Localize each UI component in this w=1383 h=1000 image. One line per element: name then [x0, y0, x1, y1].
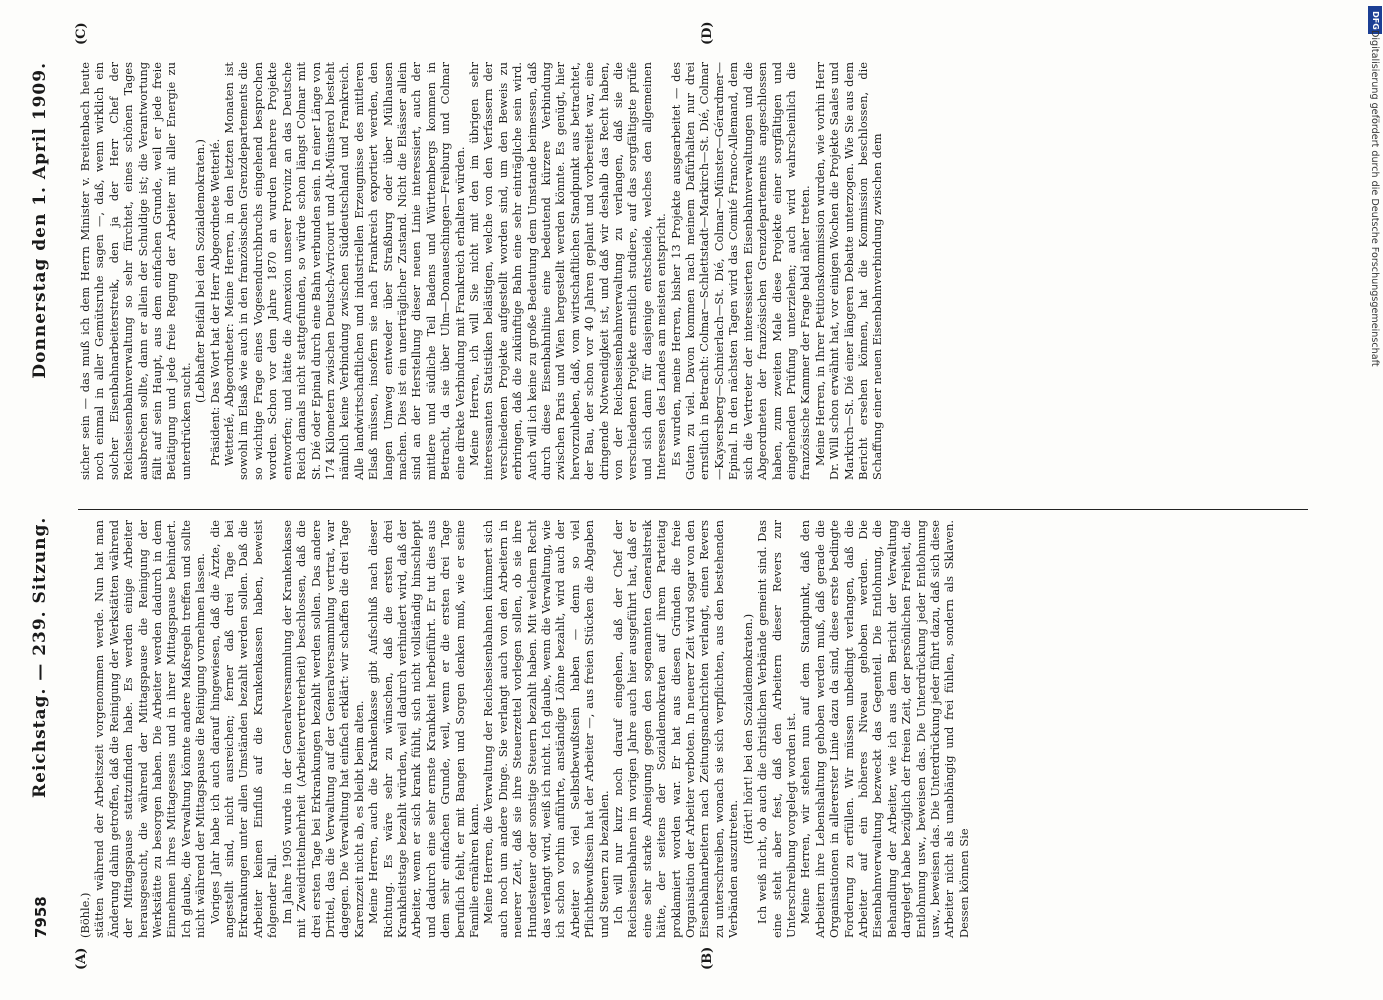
running-title: Reichstag. — 239. Sitzung. — [30, 516, 50, 798]
paragraph: Meine Herren, wir stehen nun auf dem Standpunkt, daß den Arbeitern ihre Lebenshaltung gehoben werden muß, daß gerade die Organisationen in allererster Linie dazu da sind, diese erste bedingte Forderung zu erfüllen. Wir müssen unbedingt verlangen, daß die Arbeiter auf ein höheres Niveau gehoben werden. Die Eisenbahnverwaltung bezweckt das Gegenteil. Die Entlohnung, die Behandlung der Arbeiter, wie ich aus dem Bericht der Verwaltung dargelegt habe bezüglich der freien Zeit, der persönlichen Freiheit, die Entlohnung usw., beweisen das. Die Unterdrückung jeder Entlohnung usw., beweisen das. Die Unterdrückung jeder führt dazu, daß sich diese Arbeiter nicht als unabhängig und frei fühlen, sondern als Sklaven. Dessen können Sie — [798, 520, 971, 938]
speaker-paragraph: Präsident: Das Wort hat der Herr Abgeordnete Wetterlé. — [207, 138, 222, 466]
page-header — [28, 62, 58, 938]
paragraph: Es wurden, meine Herren, bisher 13 Projekte ausgearbeitet — des Guten zu viel. Davon kommen nach meinem Dafürhalten nur drei ernstlich in Betracht: Colmar—Schlettstadt—Markirch—St. Dié, Colmar—Kaysersberg—Schnierlach—St. Dié, Colmar—Münster—Gérardmer—Epinal. In den nächsten Tagen wird das Comité Franco-Allemand, dem sich die Vertreter der interessierten Eisenbahnverwaltungen und die Abgeordneten der französischen Grenzdepartements angeschlossen haben, zum zweiten Male diese Projekte einer sorgfältigen und eingehenden Prüfung unterziehen; auch wird wahrscheinlich die französische Kammer der Frage bald näher treten. — [668, 62, 813, 480]
speaker-paragraph: Wetterlé, Abgeordneter: Meine Herren, in den letzten Monaten ist sowohl im Elsaß wie auch in den französischen Grenzdepartements die so wichtige Frage eines Vogesendurchbruchs eingehend besprochen worden. Schon vor dem Jahre 1870 an wurden mehrere Projekte entworfen; und hätte die Annexion unserer Provinz an das Deutsche Reich damals nicht stattgefunden, so würde schon längst Colmar mit St. Dié oder Epinal durch eine Bahn verbunden sein. In einer Länge von 174 Kilometern zwischen Deutsch-Avricourt und Alt-Münsterol besteht nämlich keine Verbindung zwischen Süddeutschland und Frankreich. Alle landwirtschaftlichen und industriellen Erzeugnisse des mittleren Elsaß müssen, insofern sie nach Frankreich exportiert werden, den langen Umweg entweder über Straßburg oder über Mülhausen machen. Dies ist ein unerträglicher Zustand. Nicht die Elsässer allein sind an der Herstellung dieser neuen Linie interessiert, auch der mittlere und südliche Teil Badens und Württembergs kommen in Betracht, da sie über Ulm—Donaueschingen—Freiburg und Colmar eine direkte Verbindung mit Frankreich erhalten würden. — [222, 62, 467, 480]
paragraph: sicher sein — das muß ich dem Herrn Minister v. Breitenbach heute noch einmal in aller Gemütsruhe sagen —, daß, wenn wirklich ein solcher Eisenbahnarbeiterstreik, den ja der Herr Chef der Reichseisenbahnverwaltung so sehr fürchtet, eines schönen Tages ausbrechen sollte, dann er allein der Schuldige ist; die Verantwortung fällt auf sein Haupt, aus dem einfachen Grunde, weil er jede freie Betätigung und jede freie Regung der Arbeiter mit aller Energie zu unterdrücken sucht. — [78, 62, 193, 480]
speaker-note: (Böhle.) — [78, 892, 92, 938]
interjection: (Lebhafter Beifall bei den Sozialdemokraten.) — [193, 139, 208, 404]
right-column — [78, 62, 885, 480]
paragraph: Ich weiß nicht, ob auch die christlichen Verbände gemeint sind. Das eine steht aber fest, daß den Arbeitern dieser Revers zur Unterschreibung vorgelegt worden ist. — [755, 520, 798, 938]
footer-credit — [1366, 30, 1380, 970]
left-column — [78, 520, 971, 938]
interjection: (Hört! hört! bei den Sozialdemokraten.) — [740, 613, 755, 845]
margin-letter-b: (B) — [700, 946, 715, 970]
column-divider — [78, 509, 1308, 510]
paragraph: Voriges Jahr habe ich auch darauf hingewiesen, daß die Ärzte, die angestellt sind, nicht ausreichen; ferner daß drei Tage bei Erkrankungen unter allen Umständen bezahlt werden sollen. Daß die Arbeiter keinen Einfluß auf die Krankenkassen haben, beweist folgender Fall. — [207, 520, 280, 938]
dfg-logo: DFG — [1368, 6, 1382, 34]
paragraph: Meine Herren, ich will Sie nicht mit den im übrigen sehr interessanten Statistiken belästigen, welche von den Verfassern der verschiedenen Projekte aufgestellt worden sind, um den Beweis zu erbringen, daß die zukünftige Bahn eine sehr einträgliche sein wird. Auch will ich keine zu große Bedeutung dem Umstande beimessen, daß durch diese Eisenbahnlinie eine bedeutend kürzere Verbindung zwischen Paris und Wien hergestellt werden könnte. Es genügt, hier hervorzuheben, daß, vom wirtschaftlichen Standpunkt aus betrachtet, der Bau, der schon vor 40 Jahren geplant und vorbereitet war, eine dringende Notwendigkeit ist, und daß wir deshalb das Recht haben, von der Reichseisenbahnverwaltung zu verlangen, daß sie die verschiedenen Projekte ernstlich studiere, auf das sorgfältigste prüfe und sich dann für dasjenige entscheide, welches den allgemeinen Interessen des Landes am meisten entspricht. — [466, 62, 669, 480]
footer-credit-text: Digitalisierung gefördert durch die Deutsche Forschungsgemeinschaft — [1369, 30, 1380, 367]
paragraph: stätten während der Arbeitszeit vorgenommen werde. Nun hat man Änderung dahin getroffen, daß die Reinigung der Werkstätten während der Mittagspause stattzufinden habe. Es werden einige Arbeiter herausgesucht, die während der Mittagspause die Reinigung der Werkstätte zu besorgen haben. Die Arbeiter werden dadurch in dem Einnehmen ihres Mittagessens und in ihrer Mittagspause behindert. Ich glaube, die Verwaltung könnte andere Maßregeln treffen und sollte nicht während der Mittagspause die Reinigung vornehmen lassen. — [92, 520, 208, 938]
page-number: 7958 — [32, 896, 50, 938]
paragraph: Im Jahre 1905 wurde in der Generalversammlung der Krankenkasse mit Zweidrittelmehrheit (Arbeitervertreterheit) beschlossen, daß die drei ersten Tage bei Erkrankungen bezahlt werden sollen. Das andere Drittel, das die Verwaltung auf der Generalversammlung vertrat, war dagegen. Die Verwaltung hat einfach erklärt: wir schaffen die drei Tage Karenzzeit nicht ab, es bleibt beim alten. — [279, 520, 366, 938]
paragraph: Ich will nur kurz noch darauf eingehen, daß der Chef der Reichseisenbahnen im vorigen Jahre auch hier ausgeführt hat, daß er eine sehr starke Abneigung gegen den sogenannten Generalstreik hätte, der seitens der Sozialdemokraten auf ihrem Parteitag proklamiert worden war. Er hat aus diesen Gründen die freie Organisation der Arbeiter verboten. In neuerer Zeit wird sogar von den Eisenbahnarbeitern nach Zeitungsnachrichten verlangt, einen Revers zu unterschreiben, wonach sie sich verpflichten, aus den bestehenden Verbänden auszutreten. — [611, 520, 741, 938]
paragraph: Meine Herren, auch die Krankenkasse gibt Aufschluß nach dieser Richtung. Es wäre sehr zu wünschen, daß die ersten drei Krankheitstage bezahlt würden, weil dadurch verhindert wird, daß der Arbeiter, wenn er sich krank fühlt, sich nicht vollständig hinschleppt und dadurch eine sehr ernste Krankheit herbeiführt. Er tut dies aus dem sehr einfachen Grunde, weil, wenn er die ersten drei Tage beruflich fehlt, er mit Bangen und Sorgen denken muß, wie er seine Familie ernähren kann. — [366, 520, 481, 938]
margin-letter-d: (D) — [700, 21, 715, 45]
margin-letter-a: (A) — [74, 947, 89, 970]
paragraph: Meine Herren, in Ihrer Petitionskommission wurden, wie vorhin Herr Dr. Will schon erwähnt hat, vor einigen Wochen die Projekte Saales und Markirch—St. Dié einer längeren Debatte unterzogen. Wie Sie aus dem Bericht ersehen können, hat die Kommission beschlossen, die Schaffung einer neuen Eisenbahnverbindung zwischen dem — [812, 62, 885, 480]
margin-letter-c: (C) — [74, 22, 89, 45]
paragraph: Meine Herren, die Verwaltung der Reichseisenbahnen kümmert sich auch noch um andere Dinge. Sie verlangt auch von den Arbeitern in neuerer Zeit, daß sie ihre Steuerzettel vorlegen sollen, ob sie ihre Hundesteuer oder sonstige Steuern bezahlt haben. Mit welchem Recht das verlangt wird, weiß ich nicht. Ich glaube, wenn die Verwaltung, wie ich schon vorhin anführte, anständige Löhne bezahlt, wird auch der Arbeiter so viel Selbstbewußtsein haben — denn so viel Pflichtbewußtsein hat der Arbeiter —, aus freien Stücken die Abgaben und Steuern zu bezahlen. — [481, 520, 611, 938]
session-date: Donnerstag den 1. April 1909. — [30, 62, 50, 379]
